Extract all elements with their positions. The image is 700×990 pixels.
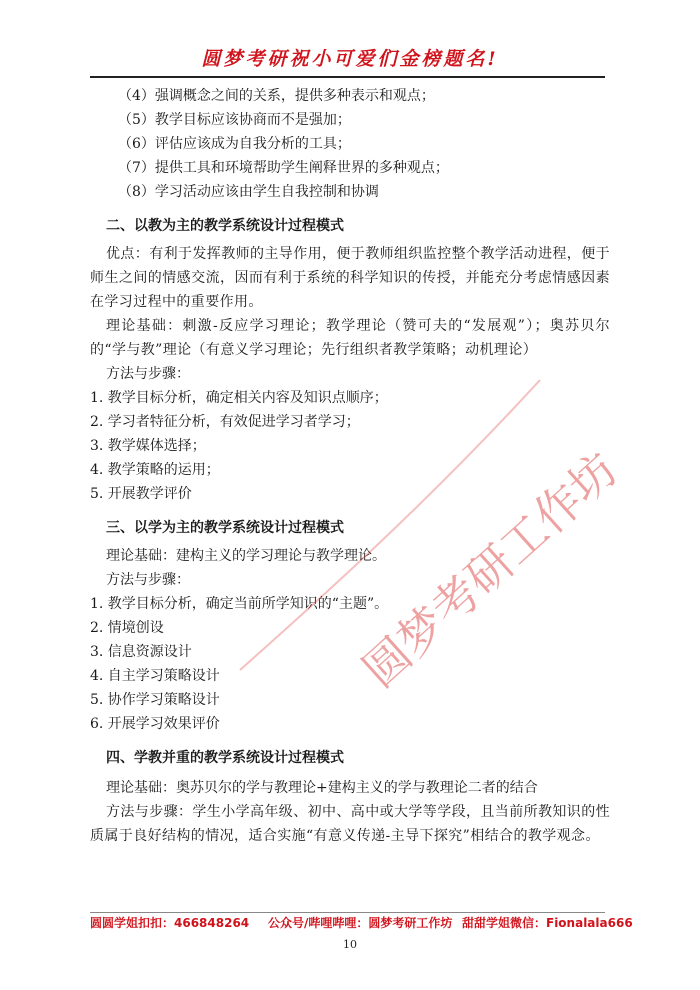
list-item: 2. 学习者特征分析，有效促进学习者学习；: [90, 414, 360, 430]
header-divider: [90, 76, 605, 78]
section4-method: 方法与步骤：学生小学高年级、初中、高中或大学等学段，且当前所教知识的性质属于良好结构的情况，适合实施“有意义传递-主导下探究”相结合的教学观念。: [90, 804, 610, 844]
list-item: 3. 信息资源设计: [90, 644, 192, 660]
list-item: （4）强调概念之间的关系，提供多种表示和观点；: [118, 88, 435, 104]
page-content: [90, 84, 610, 848]
footer-wechat: 甜甜学姐微信：Fionalala666: [462, 916, 633, 930]
footer-qq: 圆圆学姐扣扣：466848264: [90, 916, 250, 930]
section-heading-3: 三、以学为主的教学系统设计过程模式: [106, 520, 344, 536]
section3-theory: 理论基础：建构主义的学习理论与教学理论。: [106, 548, 386, 564]
list-item: （8）学习活动应该由学生自我控制和协调: [118, 184, 379, 200]
list-item: 4. 自主学习策略设计: [90, 668, 220, 684]
section2-theory: 理论基础：刺激-反应学习理论；教学理论（赞可夫的“发展观”）；奥苏贝尔的“学与教”理论（有意义学习理论；先行组织者教学策略；动机理论）: [90, 318, 610, 358]
list-item: 1. 教学目标分析，确定相关内容及知识点顺序；: [90, 390, 388, 406]
section3-steps-label: 方法与步骤：: [106, 572, 190, 588]
footer-divider: [90, 912, 605, 913]
list-item: 4. 教学策略的运用；: [90, 462, 220, 478]
list-item: 6. 开展学习效果评价: [90, 716, 220, 732]
list-item: （5）教学目标应该协商而不是强加；: [118, 112, 351, 128]
footer-official-account: 公众号/哔哩哔哩：圆梦考研工作坊: [268, 916, 453, 930]
list-item: 1. 教学目标分析，确定当前所学知识的“主题”。: [90, 596, 389, 612]
list-item: 5. 开展教学评价: [90, 486, 192, 502]
section4-theory: 理论基础：奥苏贝尔的学与教理论+建构主义的学与教理论二者的结合: [106, 780, 538, 796]
list-item: 5. 协作学习策略设计: [90, 692, 220, 708]
section-heading-4: 四、学教并重的教学系统设计过程模式: [106, 750, 344, 766]
list-item: （6）评估应该成为自我分析的工具；: [118, 136, 351, 152]
section-heading-2: 二、以教为主的教学系统设计过程模式: [106, 218, 344, 234]
section2-steps-label: 方法与步骤：: [106, 366, 190, 382]
list-item: 3. 教学媒体选择；: [90, 438, 206, 454]
list-item: （7）提供工具和环境帮助学生阐释世界的多种观点；: [118, 160, 449, 176]
page-footer: [90, 914, 633, 934]
page-number: 10: [343, 938, 357, 951]
section2-advantage: 优点：有利于发挥教师的主导作用，便于教师组织监控整个教学活动进程，便于师生之间的情感交流，因而有利于系统的科学知识的传授，并能充分考虑情感因素在学习过程中的重要作用。: [90, 246, 610, 310]
list-item: 2. 情境创设: [90, 620, 164, 636]
page-header-title: 圆梦考研祝小可爱们金榜题名!: [201, 48, 499, 70]
watermark-text: 圆梦考研工作坊: [352, 442, 628, 698]
